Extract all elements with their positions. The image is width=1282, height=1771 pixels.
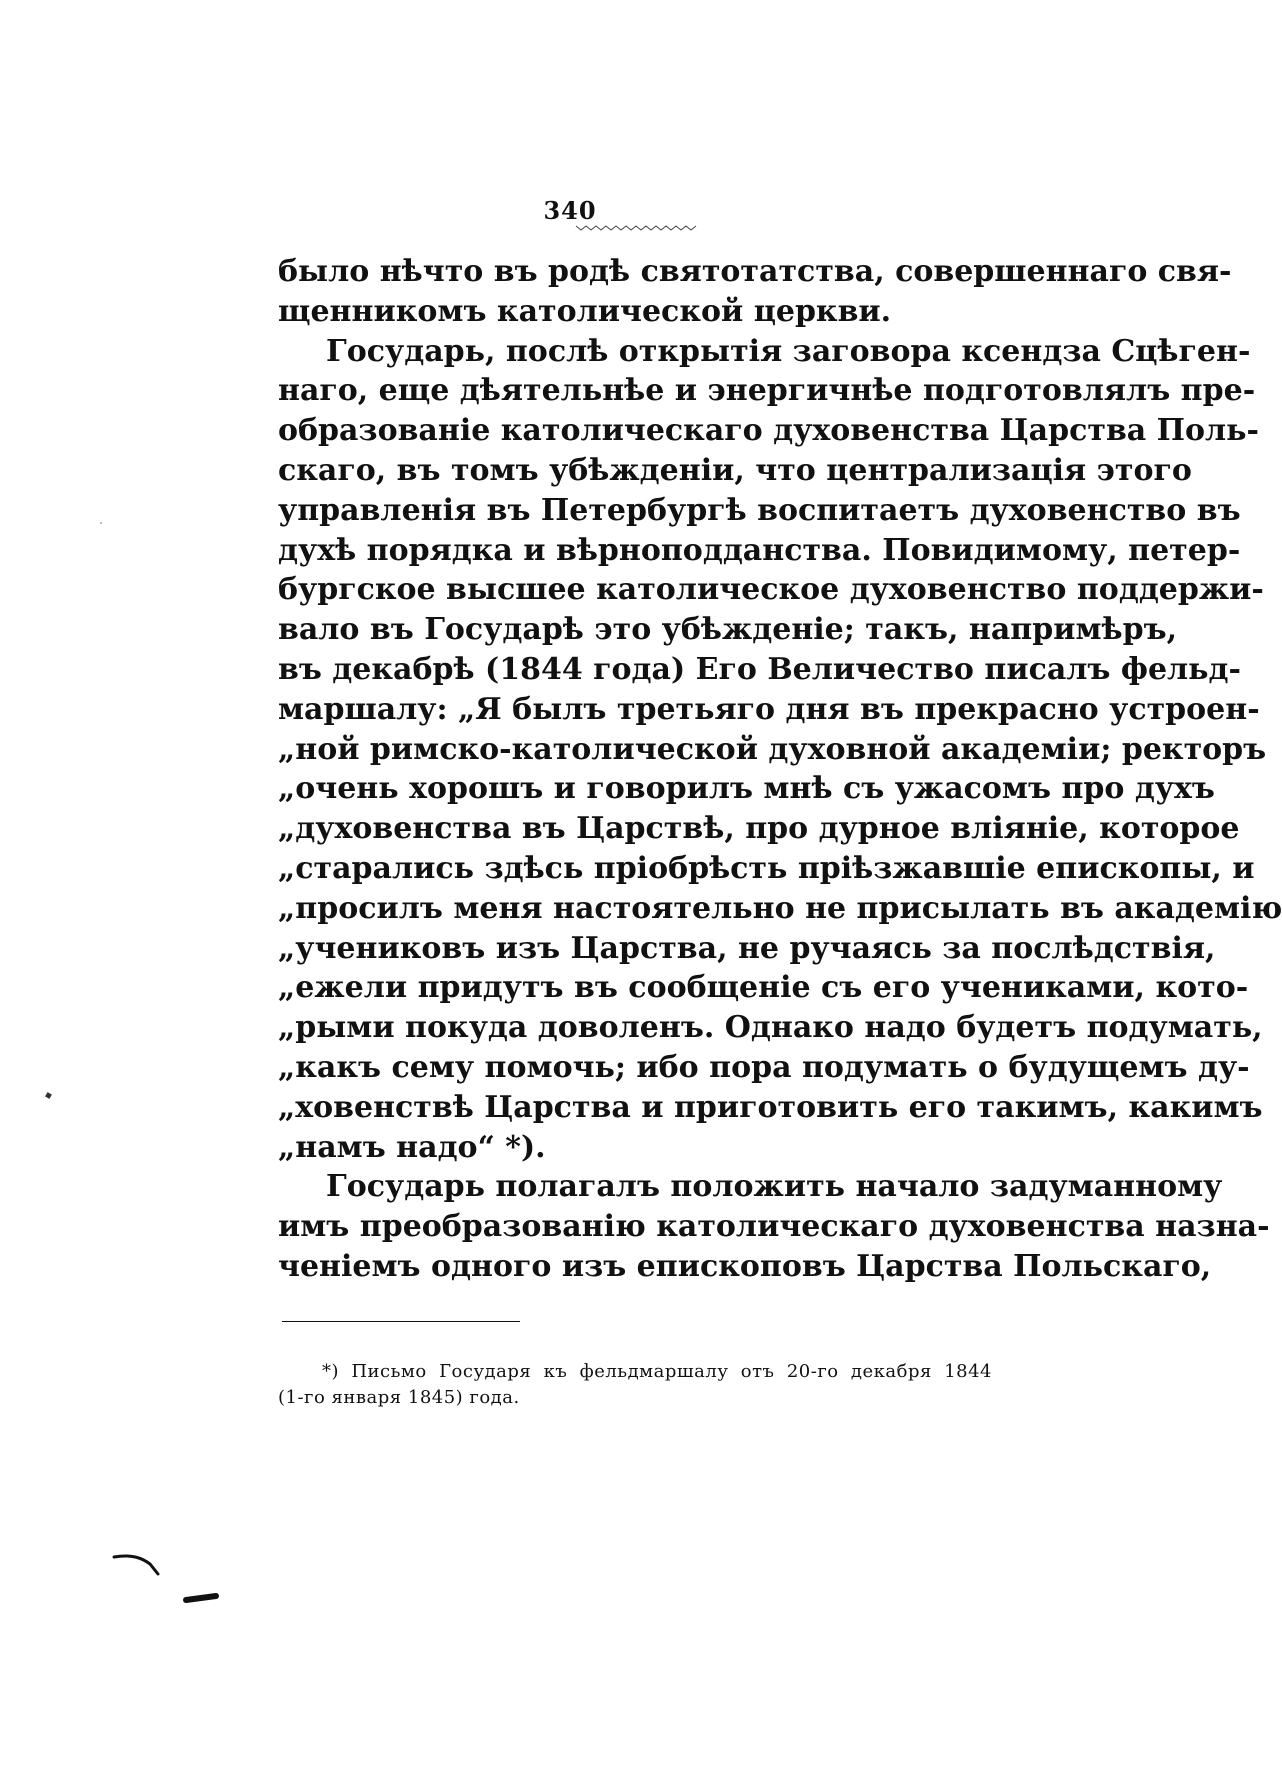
text-line: „очень хорошъ и говорилъ мнѣ съ ужасомъ про духъ [278,771,1215,807]
text-line: щенникомъ католической церкви. [278,293,892,329]
text-line: „учениковъ изъ Царства, не ручаясь за послѣдствія, [278,930,1216,966]
text-line: Государь, послѣ открытія заговора ксендза Сцѣген- [326,333,1251,369]
text-line: „ховенствѣ Царства и приготовить его такимъ, какимъ [278,1089,1263,1125]
text-line: „ной римско-католической духовной академіи; ректоръ [278,731,1267,767]
footnote [278,1359,992,1411]
scan-speck [100,522,102,524]
text-line: „ежели придутъ въ сообщеніе съ его учениками, кото- [278,970,1249,1006]
text-line: управленія въ Петербургѣ воспитаетъ духовенство въ [278,492,1241,528]
text-line: въ декабрѣ (1844 года) Его Величество писалъ фельд- [278,651,1241,687]
text-line: имъ преобразованію католическаго духовенства назна- [278,1209,1270,1245]
text-line: духѣ порядка и вѣрноподданства. Повидимому, петер- [278,532,1241,568]
page-number-ornament [576,224,696,232]
text-line: „рыми покуда доволенъ. Однако надо будетъ подумать, [278,1010,1263,1046]
page-number: 340 [543,196,597,225]
text-line: „духовенства въ Царствѣ, про дурное вліяніе, которое [278,811,1240,847]
text-line: вало въ Государѣ это убѣжденіе; такъ, напримѣръ, [278,612,1178,648]
footnote-line: *) Письмо Государя къ фельдмаршалу отъ 20-го декабря 1844 [322,1361,992,1382]
text-line: „старались здѣсь пріобрѣсть пріѣзжавшіе епископы, и [278,850,1255,886]
text-line: Государь полагалъ положить начало задуманному [326,1169,1223,1205]
text-line: скаго, въ томъ убѣжденіи, что централизація этого [278,452,1192,488]
text-line: „просилъ меня настоятельно не присылать въ академію [278,890,1282,926]
text-line: было нѣчто въ родѣ святотатства, совершеннаго свя- [278,254,1232,289]
footnote-divider [282,1321,520,1322]
scan-artifact-mark [114,1552,224,1612]
text-line: „какъ сему помочь; ибо пора подумать о будущемъ ду- [278,1049,1250,1085]
footnote-line: (1-го января 1845) года. [278,1387,520,1408]
body-text [278,252,1282,1287]
text-line: наго, еще дѣятельнѣе и энергичнѣе подготовлялъ пре- [278,373,1256,409]
text-line: ченіемъ одного изъ епископовъ Царства Польскаго, [278,1248,1212,1284]
text-line: образованіе католическаго духовенства Царства Поль- [278,413,1259,449]
text-line: маршалу: „Я былъ третьяго дня въ прекрасно устроен- [278,691,1260,727]
text-line: бургское высшее католическое духовенство поддержи- [278,572,1264,608]
text-line: „намъ надо“ *). [278,1129,546,1165]
scan-speck [45,1092,52,1099]
